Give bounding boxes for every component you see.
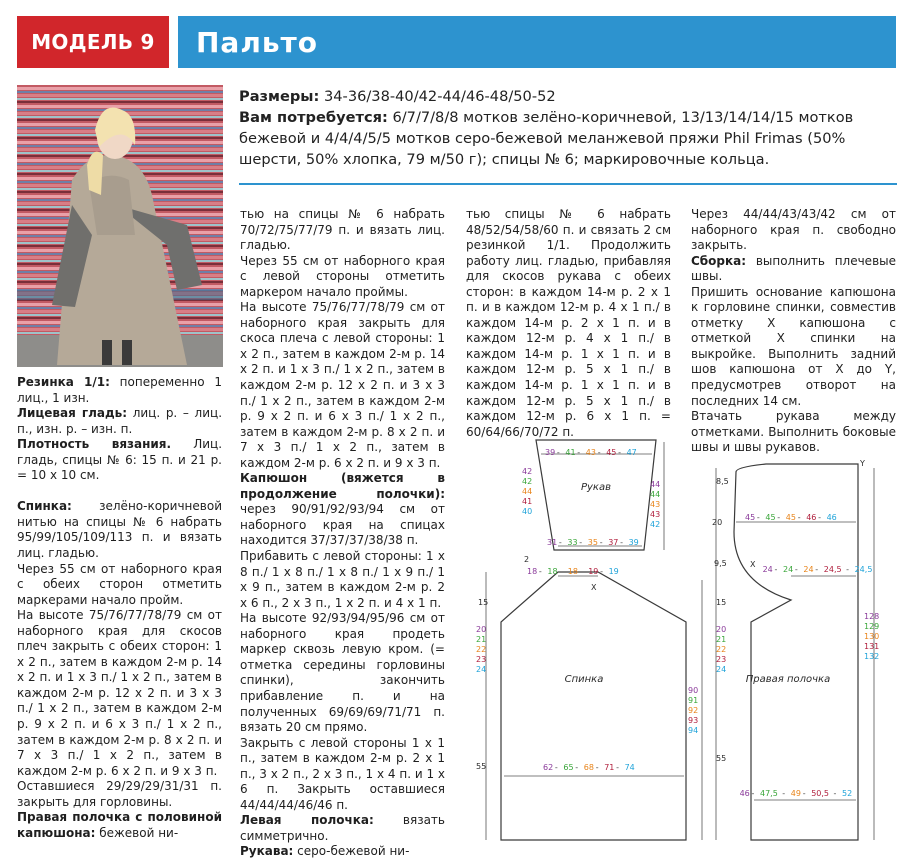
front-hood-width: 45 <box>765 513 776 522</box>
front-total-height: 128 <box>864 612 880 621</box>
sleeve-top-width: 47 <box>626 448 637 457</box>
back-total-height: 93 <box>688 716 699 725</box>
page-title: Пальто <box>196 25 319 59</box>
term-back: Спинка: <box>17 499 72 514</box>
separator: - <box>600 567 603 576</box>
separator: - <box>777 513 781 522</box>
term-assembly: Сборка: <box>691 253 747 268</box>
front-width: 49 <box>790 789 801 798</box>
sleeve-cuff-height: 2 <box>524 555 530 564</box>
sleeve-left-measure: 42 <box>522 477 533 486</box>
back-width: 65 <box>563 763 574 772</box>
back-armhole-height: 24 <box>476 665 487 674</box>
front-armhole-height: 24 <box>716 665 727 674</box>
front-width: 46 <box>739 789 750 798</box>
front-neck-side: 9,5 <box>714 559 727 568</box>
materials-label: Вам потребуется: <box>239 109 388 126</box>
term-hood: Капюшон (вяжется в продолжение полочки): <box>240 471 445 501</box>
front-armhole-height: 20 <box>716 625 727 634</box>
separator: - <box>833 789 837 798</box>
text-column-2 <box>240 207 445 860</box>
front-hood-top: 8,5 <box>716 477 729 486</box>
coat-photo-illustration <box>17 85 223 367</box>
back-neck-width: 18 <box>567 567 578 576</box>
paragraph: Оставшиеся 29/29/29/31/31 п. закрыть для горловины. <box>17 779 222 809</box>
sleeve-top-width: 45 <box>606 448 617 457</box>
model-number-banner <box>17 16 169 68</box>
separator: - <box>579 538 583 547</box>
text: серо-бежевой ни- <box>293 844 410 859</box>
text: через 90/91/92/93/94 см от наборного края на спицах находится 37/37/37/38/38 п. <box>240 502 445 548</box>
sleeve-right-measure: 42 <box>650 520 661 529</box>
back-total-height: 92 <box>688 706 699 715</box>
separator: - <box>579 567 583 576</box>
text: вязать симметрично. <box>240 813 445 843</box>
term-sleeves: Рукава: <box>240 844 294 859</box>
paragraph: На высоте 75/76/77/78/79 см от наборного края закрыть для скоса плеча с левой стороны: 1 х 2 п., затем в каждом 2-м р. 14 х 2 п. и 1 х 3 п./ 1 х 2 п., затем в каждом 2-м р. 12 х 2 п. и 3 х 3 п./ 1 х 2 п., затем в каждом 2-м р. 9 х 2 п. и 6 х 3 п./ 1 х 2 п., затем в каждом 2-м р. 8 х 2 п. и 7 х 3 п./ 1 х 2 п., затем в каждом 2-м р. 6 х 2 п. и 9 х 3 п. <box>240 300 445 470</box>
term-stockinette: Лицевая гладь: <box>17 406 128 421</box>
separator: - <box>797 513 801 522</box>
front-hood-width: 46 <box>826 513 837 522</box>
separator: - <box>597 448 601 457</box>
sleeve-bottom-width: 39 <box>628 538 639 547</box>
separator: - <box>620 538 623 547</box>
back-width: 71 <box>604 763 615 772</box>
model-photo <box>17 85 223 367</box>
separator: - <box>577 448 581 457</box>
front-hood-width: 46 <box>806 513 817 522</box>
sleeve-right-measure: 43 <box>650 510 661 519</box>
back-neck-width: 18 <box>527 567 538 576</box>
paragraph <box>17 406 222 437</box>
front-side-height: 55 <box>716 754 727 763</box>
separator: - <box>782 789 786 798</box>
front-total-height: 130 <box>864 632 880 641</box>
sleeve-top-width: 43 <box>585 448 596 457</box>
separator: - <box>618 448 621 457</box>
separator: - <box>559 567 563 576</box>
separator: - <box>556 448 560 457</box>
separator: - <box>616 763 619 772</box>
intro-text <box>239 86 897 170</box>
back-total-height: 90 <box>688 686 699 695</box>
term-right-front: Правая полочка с половиной капюшона: <box>17 810 222 840</box>
back-width: 74 <box>624 763 635 772</box>
front-mark-x: X <box>750 560 756 569</box>
paragraph <box>17 375 222 406</box>
text: лиц. р. – лиц. п., изн. р. – изн. п. <box>17 406 223 436</box>
term-left-front: Левая полочка: <box>240 813 374 828</box>
separator: - <box>575 763 579 772</box>
front-hood-width: 45 <box>785 513 796 522</box>
separator: - <box>751 789 755 798</box>
back-neck-width: 18 <box>547 567 558 576</box>
sleeve-top-width: 39 <box>545 448 556 457</box>
title-banner <box>178 16 896 68</box>
sleeve-right-measure: 44 <box>650 480 661 489</box>
back-armhole-height: 21 <box>476 635 487 644</box>
paragraph <box>240 844 445 860</box>
sleeve-left-measure: 41 <box>522 497 533 506</box>
front-total-height: 131 <box>864 642 880 651</box>
sizes-label: Размеры: <box>239 88 320 105</box>
paragraph: Через 44/44/43/43/42 см от наборного края п. свободно закрыть. <box>691 207 896 253</box>
paragraph: тью на спицы № 6 набрать 70/72/75/77/79 п. и вязать лиц. гладью. <box>240 207 445 253</box>
separator: - <box>818 513 821 522</box>
separator: - <box>756 513 760 522</box>
paragraph: На высоте 75/76/77/78/79 см от наборного края для скосов плеч закрыть с обеих сторон: 1 х 2 п., затем в каждом 2-м р. 14 х 2 п. и 1 х 3 п./ 1 х 2 п., затем в каждом 2-м р. 12 х 2 п. и 3 х 3 п./ 1 х 2 п., затем в каждом 2-м р. 9 х 2 п. и 6 х 3 п./ 1 х 2 п., затем в каждом 2-м р. 8 х 2 п. и 7 х 3 п./ 1 х 2 п., затем в каждом 2-м р. 6 х 2 п. и 9 х 3 п. <box>17 608 222 778</box>
front-armhole-height: 21 <box>716 635 727 644</box>
sleeve-title: Рукав <box>580 482 612 493</box>
sizes-value: 34-36/38-40/42-44/46-48/50-52 <box>319 88 556 105</box>
text: попеременно 1 лиц., 1 изн. <box>17 375 222 405</box>
front-width: 52 <box>842 789 853 798</box>
paragraph <box>240 813 445 844</box>
paragraph <box>17 499 222 561</box>
separator: - <box>794 565 798 574</box>
text-column-1 <box>17 375 222 841</box>
separator: - <box>802 789 806 798</box>
back-width: 62 <box>543 763 554 772</box>
separator: - <box>595 763 599 772</box>
paragraph: Пришить основание капюшона к горловине спинки, совместив отметку X капюшона с отметкой X спинки на выкройке. Выполнить задний шов капюшона от X до Y, предусмотрев отворот на последних 14 см. <box>691 284 896 408</box>
front-neck-width: 24 <box>762 565 773 574</box>
separator: - <box>815 565 819 574</box>
front-hood-side: 20 <box>712 518 723 527</box>
blue-divider <box>239 183 897 185</box>
back-width: 68 <box>583 763 594 772</box>
paragraph: Через 55 см от наборного края с левой стороны отметить маркером начало проймы. <box>240 253 445 299</box>
paragraph: На высоте 92/93/94/95/96 см от наборного края продеть маркер сквозь левую кром. (= отметка середины горловины спинки), закончить прибавление п. и на полученных 69/69/69/71/71 п. вязать 20 см прямо. <box>240 611 445 735</box>
sleeve-bottom-width: 33 <box>567 538 578 547</box>
separator: - <box>538 567 542 576</box>
sleeve-left-measure: 42 <box>522 467 533 476</box>
back-outline <box>501 572 686 840</box>
paragraph <box>240 471 445 549</box>
front-shoulder-height: 15 <box>716 598 727 607</box>
back-title: Спинка <box>564 674 604 685</box>
text-column-4 <box>691 207 896 456</box>
paragraph: Прибавить с левой стороны: 1 х 8 п./ 1 х 8 п./ 1 х 8 п./ 1 х 9 п./ 1 х 9 п., затем в каждом 2-м р. 2 х 6 п., 2 х 3 п., 1 х 2 п. и 4 х 1 п. <box>240 549 445 610</box>
paragraph: Через 55 см от наборного края с обеих сторон отметить маркерами начало пройм. <box>17 561 222 607</box>
sleeve-left-measure: 40 <box>522 507 533 516</box>
front-title: Правая полочка <box>745 674 831 685</box>
materials-value: 6/7/7/8/8 мотков зелёно-коричневой, 13/13/14/14/15 мотков бежевой и 4/4/4/5/5 мотков серо-бежевой меланжевой пряжи Phil Frimas (50% шерсти, 50% хлопка, 79 м/50 г); спицы № 6; маркировочные кольца. <box>239 109 854 168</box>
sleeve-top-width: 41 <box>565 448 576 457</box>
back-armhole-height: 20 <box>476 625 487 634</box>
paragraph <box>691 254 896 285</box>
back-total-height: 94 <box>688 726 699 735</box>
front-neck-width: 24 <box>783 565 794 574</box>
sleeve-bottom-width: 37 <box>608 538 619 547</box>
back-neck-width: 19 <box>608 567 619 576</box>
paragraph: тью спицы № 6 набрать 48/52/54/58/60 п. и связать 2 см резинкой 1/1. Продолжить работу лиц. гладью, прибавляя для скосов рукава с обеих сторон: в каждом 14-м р. 2 х 1 п. и в каждом 12-м р. 4 х 1 п./ в каждом 14-м р. 2 х 1 п. и в каждом 12-м р. 4 х 1 п./ в каждом 14-м р. 1 х 1 п. и в каждом 12-м р. 5 х 1 п./ в каждом 14-м р. 1 х 1 п. и в каждом 12-м р. 5 х 1 п./ в каждом 12-м р. 6 х 1 п. = 60/64/66/70/72 п. <box>466 207 671 439</box>
term-rib: Резинка 1/1: <box>17 375 110 389</box>
back-side-height: 55 <box>476 762 487 771</box>
separator: - <box>846 565 849 574</box>
front-mark-y: Y <box>860 459 865 468</box>
front-hood-width: 45 <box>745 513 756 522</box>
text-column-3 <box>466 207 671 440</box>
front-total-height: 132 <box>864 652 880 661</box>
paragraph: Закрыть с левой стороны 1 х 1 п., затем в каждом 2-м р. 2 х 1 п., 3 х 2 п., 2 х 3 п., 1 х 4 п. и 1 х 6 п. Закрыть оставшиеся 44/44/44/46/46 п. <box>240 735 445 812</box>
front-armhole-height: 22 <box>716 645 727 654</box>
front-neck-width: 24 <box>803 565 814 574</box>
back-armhole-height: 23 <box>476 655 487 664</box>
text: Лиц. гладь, спицы № 6: 15 п. и 21 р. = 10 х 10 см. <box>17 437 223 483</box>
separator: - <box>554 763 558 772</box>
front-armhole-height: 23 <box>716 655 727 664</box>
text: выполнить плечевые швы. <box>691 253 896 284</box>
back-mark-x: X <box>591 583 597 592</box>
front-width: 47,5 <box>760 789 778 798</box>
text: бежевой ни- <box>95 825 179 840</box>
back-neck-width: 19 <box>588 567 599 576</box>
text: зелёно-коричневой нитью на спицы № 6 набрать 95/99/105/109/113 п. и вязать лиц. гладью. <box>17 499 222 560</box>
paragraph: Втачать рукава между отметками. Выполнить боковые швы и швы рукавов. <box>691 409 896 455</box>
sleeve-right-measure: 44 <box>650 490 661 499</box>
term-gauge: Плотность вязания. <box>17 437 172 452</box>
sleeve-bottom-width: 31 <box>547 538 558 547</box>
separator: - <box>558 538 562 547</box>
paragraph <box>17 810 222 841</box>
front-width: 50,5 <box>811 789 830 798</box>
front-neck-width: 24,5 <box>823 565 842 574</box>
back-shoulder-height: 15 <box>478 598 489 607</box>
front-total-height: 129 <box>864 622 880 631</box>
separator: - <box>599 538 603 547</box>
front-neck-width: 24,5 <box>854 565 873 574</box>
back-total-height: 91 <box>688 696 699 705</box>
paragraph <box>17 437 222 484</box>
pattern-schematic <box>466 432 898 844</box>
dimension-lines <box>486 442 874 840</box>
sleeve-right-measure: 43 <box>650 500 661 509</box>
back-armhole-height: 22 <box>476 645 487 654</box>
separator: - <box>774 565 778 574</box>
sleeve-left-measure: 44 <box>522 487 533 496</box>
model-number: МОДЕЛЬ 9 <box>31 30 155 54</box>
sleeve-bottom-width: 35 <box>587 538 598 547</box>
